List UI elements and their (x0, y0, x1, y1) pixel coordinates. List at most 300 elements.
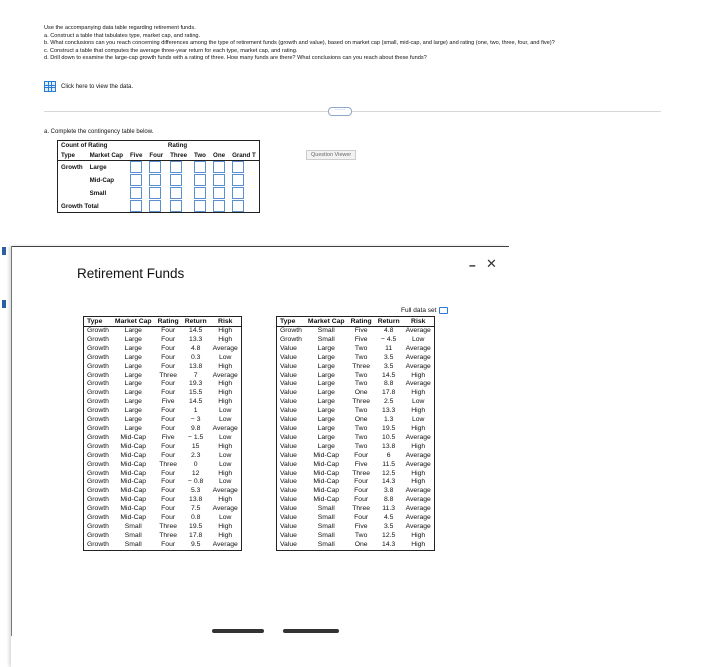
cell-market-cap: Mid-Cap (120, 460, 147, 468)
table-row (277, 541, 435, 550)
table-row (277, 345, 435, 354)
cell-market-cap: Small (317, 531, 335, 539)
cell-risk: Low (218, 353, 232, 361)
cell-rating: Three (159, 531, 178, 539)
full-data-set-label[interactable]: Full data set (401, 307, 437, 314)
total-input[interactable] (130, 200, 142, 212)
cell-market-cap: Mid-Cap (120, 505, 147, 513)
cell-risk: Average (212, 424, 238, 432)
count-input[interactable] (130, 161, 142, 173)
cell-return: 17.8 (189, 531, 203, 539)
cell-market-cap: Mid-Cap (120, 442, 147, 450)
cell-market-cap: Large (124, 371, 142, 379)
cell-risk: High (411, 371, 426, 379)
copy-icon[interactable] (439, 307, 448, 314)
cell-risk: Low (218, 460, 232, 468)
cell-return: 19.5 (189, 522, 203, 530)
full-data-set-link[interactable] (401, 307, 448, 314)
cell-return: 13.3 (189, 335, 203, 343)
cell-market-cap: Large (317, 433, 335, 441)
cell-rating: Four (161, 362, 176, 370)
cell-type: Growth (87, 505, 109, 513)
cell-rating: Four (161, 344, 176, 352)
cell-market-cap: Large (124, 344, 142, 352)
cell-market-cap: Mid-Cap (120, 514, 147, 522)
cell-type: Growth (87, 416, 109, 424)
count-input[interactable] (194, 187, 206, 199)
cell-market-cap: Large (317, 389, 335, 397)
cell-type: Growth (87, 442, 109, 450)
cell-market-cap: Small (124, 540, 142, 548)
count-input[interactable] (194, 161, 206, 173)
table-row (277, 505, 435, 514)
cell-risk: High (218, 442, 233, 450)
cell-risk: Average (405, 327, 431, 334)
cell-return: 2.3 (190, 451, 201, 459)
cell-return: 13.3 (382, 407, 396, 415)
cell-type: Growth (87, 335, 109, 343)
table-row (277, 389, 435, 398)
table-row (84, 380, 242, 389)
table-row (277, 461, 435, 470)
cell-rating: Two (354, 380, 368, 388)
cell-risk: High (218, 380, 233, 388)
cell-return: 1 (193, 407, 198, 415)
table-row (84, 363, 242, 372)
total-input[interactable] (194, 200, 206, 212)
cell-risk: Average (405, 353, 431, 361)
cell-risk: Average (212, 505, 238, 513)
cell-rating: Five (354, 335, 368, 343)
cell-rating: Two (354, 344, 368, 352)
table-row (277, 514, 435, 523)
cell-type: Value (280, 353, 297, 361)
cell-rating: Four (354, 514, 369, 522)
cell-rating: Three (352, 398, 371, 406)
section-divider (44, 111, 661, 112)
cell-return: 1.3 (383, 416, 394, 424)
cell-return: 9.5 (190, 540, 201, 548)
cell-type: Growth (87, 389, 109, 397)
col-type-header: Type (277, 317, 305, 327)
col-return-header: Return (182, 317, 210, 327)
panel-left-border (11, 246, 12, 636)
count-input[interactable] (130, 174, 142, 186)
cell-type: Value (280, 451, 297, 459)
data-table-right (276, 316, 435, 551)
cell-rating: Five (354, 522, 368, 530)
cell-risk: Average (405, 505, 431, 513)
grand-total-header: Grand T (229, 151, 260, 161)
cell-rating: One (354, 540, 368, 548)
table-row (277, 398, 435, 407)
cell-type: Value (280, 514, 297, 522)
count-input[interactable] (130, 187, 142, 199)
count-input[interactable] (170, 187, 182, 199)
total-input[interactable] (232, 200, 244, 212)
cell-risk: Low (218, 407, 232, 415)
cell-risk: High (411, 531, 426, 539)
table-row (84, 461, 242, 470)
cell-rating: Four (161, 505, 176, 513)
cell-return: 11 (385, 344, 393, 352)
cell-rating: Three (352, 505, 371, 513)
expand-dots-button[interactable]: ····· (328, 107, 352, 116)
cell-type: Growth (87, 522, 109, 530)
cell-market-cap: Large (124, 362, 142, 370)
cell-type: Growth (87, 460, 109, 468)
cell-type: Growth (87, 362, 109, 370)
cell-market-cap: Large (124, 407, 142, 415)
cell-type: Value (280, 433, 297, 441)
cell-type: Growth (87, 424, 109, 432)
cell-rating: Three (159, 371, 178, 379)
cell-market-cap: Mid-Cap (313, 469, 340, 477)
table-row (84, 514, 242, 523)
table-row (277, 363, 435, 372)
table-row (277, 434, 435, 443)
cell-rating: Five (354, 460, 368, 468)
cell-market-cap: Large (124, 335, 142, 343)
cell-rating: Four (161, 327, 176, 334)
cell-type: Value (280, 496, 297, 504)
cell-type: Growth (87, 540, 109, 548)
count-input[interactable] (213, 174, 225, 186)
table-row (84, 345, 242, 354)
cell-type: Value (280, 442, 297, 450)
table-row (277, 470, 435, 479)
close-icon[interactable]: ✕ (486, 256, 497, 271)
cell-risk: Average (212, 487, 238, 495)
cell-rating: Four (161, 380, 176, 388)
cell-type: Value (280, 380, 297, 388)
cell-market-cap: Small (317, 540, 335, 548)
cell-return: 3.5 (383, 362, 394, 370)
cell-risk: Low (411, 398, 425, 406)
cell-rating: Four (161, 407, 176, 415)
cell-type: Growth (87, 433, 109, 441)
instructions (44, 25, 684, 63)
count-input[interactable] (149, 187, 161, 199)
cap-midcap-label: Mid-Cap (89, 176, 115, 184)
count-input[interactable] (149, 174, 161, 186)
total-input[interactable] (232, 187, 244, 199)
cell-type: Growth (87, 487, 109, 495)
cell-risk: Low (218, 451, 232, 459)
cell-return: 14.3 (382, 478, 396, 486)
cell-type: Growth (87, 531, 109, 539)
total-input[interactable] (232, 174, 244, 186)
cell-rating: Three (159, 522, 178, 530)
table-row (84, 478, 242, 487)
cell-return: 3.8 (383, 487, 394, 495)
cell-rating: Two (354, 407, 368, 415)
cell-rating: Four (161, 424, 176, 432)
cell-risk: Low (218, 433, 232, 441)
cell-return: 11.3 (382, 505, 396, 513)
cell-type: Growth (87, 496, 109, 504)
cell-type: Value (280, 362, 297, 370)
cell-risk: Average (405, 487, 431, 495)
cell-return: 5.3 (190, 487, 201, 495)
cell-type: Growth (87, 353, 109, 361)
cell-type: Value (280, 371, 297, 379)
rating-four-header: Four (146, 151, 167, 161)
count-input[interactable] (194, 174, 206, 186)
table-row (277, 443, 435, 452)
cell-rating: Two (354, 353, 368, 361)
cell-market-cap: Large (317, 424, 335, 432)
cell-return: 14.5 (382, 371, 396, 379)
cell-market-cap: Large (124, 327, 142, 334)
cell-market-cap: Large (317, 380, 335, 388)
cell-rating: Four (161, 335, 176, 343)
panel-button-left[interactable] (212, 629, 264, 633)
cell-rating: Four (161, 442, 176, 450)
cell-return: 19.3 (189, 380, 203, 388)
cell-type: Growth (280, 335, 302, 343)
cell-type: Value (280, 531, 297, 539)
cell-return: 3.5 (383, 522, 394, 530)
cell-market-cap: Large (124, 389, 142, 397)
cell-market-cap: Large (124, 416, 142, 424)
cell-risk: Low (411, 416, 425, 424)
cell-type: Growth (87, 344, 109, 352)
table-row (277, 372, 435, 381)
cell-type: Value (280, 398, 297, 406)
rating-five-header: Five (127, 151, 146, 161)
instructions-part-b: b. What conclusions can you reach concerning differences among the type of retirement funds (growth and value), based on market cap (small, mid-cap, and large) and rating (one, two, three, four, and five)? (44, 40, 555, 47)
total-input[interactable] (232, 161, 244, 173)
cell-risk: Low (218, 416, 232, 424)
cell-rating: Two (354, 442, 368, 450)
table-row (84, 452, 242, 461)
edge-marker (2, 247, 6, 255)
type-growth-label: Growth (58, 161, 87, 174)
cell-market-cap: Small (317, 327, 335, 334)
cell-market-cap: Small (317, 522, 335, 530)
cell-market-cap: Mid-Cap (313, 478, 340, 486)
cell-return: 14.3 (382, 540, 396, 548)
cell-risk: Average (405, 514, 431, 522)
view-data-link[interactable] (44, 81, 133, 92)
count-input[interactable] (170, 174, 182, 186)
rating-two-header: Two (191, 151, 210, 161)
cell-market-cap: Large (317, 442, 335, 450)
cell-rating: Three (352, 362, 371, 370)
table-row (84, 327, 242, 336)
table-row (84, 523, 242, 532)
view-data-link-label[interactable]: Click here to view the data. (61, 83, 134, 90)
cell-type: Growth (87, 478, 109, 486)
cell-return: 13.8 (189, 496, 203, 504)
cell-risk: High (411, 407, 426, 415)
cell-rating: Four (161, 469, 176, 477)
cell-rating: Four (161, 540, 176, 548)
count-input[interactable] (170, 161, 182, 173)
cell-rating: Five (354, 327, 368, 334)
cell-risk: High (411, 540, 426, 548)
cell-rating: Four (161, 514, 176, 522)
cell-risk: Average (212, 540, 238, 548)
cell-type: Growth (280, 327, 302, 334)
count-input[interactable] (213, 161, 225, 173)
cell-risk: High (218, 469, 233, 477)
cell-risk: High (218, 531, 233, 539)
table-row (277, 478, 435, 487)
cell-risk: Low (218, 478, 232, 486)
cell-market-cap: Large (317, 353, 335, 361)
cell-risk: Average (405, 496, 431, 504)
cell-market-cap: Large (124, 380, 142, 388)
cell-risk: High (218, 327, 233, 334)
cell-risk: Low (411, 335, 425, 343)
cell-type: Growth (87, 469, 109, 477)
cell-return: 0.3 (190, 353, 201, 361)
cell-risk: Average (212, 371, 238, 379)
table-row (277, 327, 435, 336)
cell-market-cap: Mid-Cap (120, 478, 147, 486)
cell-return: 17.8 (382, 389, 396, 397)
cell-market-cap: Large (124, 398, 142, 406)
cell-market-cap: Large (317, 362, 335, 370)
cell-return: 13.8 (189, 362, 203, 370)
cell-rating: Two (354, 433, 368, 441)
table-row (84, 398, 242, 407)
cell-risk: Low (218, 514, 232, 522)
cap-large-label: Large (89, 163, 107, 171)
growth-total-label: Growth Total (58, 200, 127, 213)
cell-risk: High (218, 398, 233, 406)
cell-type: Value (280, 344, 297, 352)
corner-label: Count of Rating (58, 141, 127, 151)
cell-return: − 3 (190, 416, 201, 424)
table-row (84, 434, 242, 443)
cell-return: 15.5 (189, 389, 203, 397)
cell-type: Growth (87, 380, 109, 388)
count-input[interactable] (213, 187, 225, 199)
cell-return: 4.8 (190, 344, 201, 352)
cell-market-cap: Small (124, 531, 142, 539)
table-row (84, 372, 242, 381)
cell-rating: Four (354, 487, 369, 495)
col-rating-header: Rating (348, 317, 375, 327)
rating-three-header: Three (167, 151, 191, 161)
cell-type: Value (280, 487, 297, 495)
cell-risk: High (411, 469, 426, 477)
cell-rating: Three (159, 460, 178, 468)
edge-marker (2, 300, 6, 308)
cell-risk: Average (405, 451, 431, 459)
data-table-icon[interactable] (44, 81, 56, 92)
cell-market-cap: Mid-Cap (120, 487, 147, 495)
cell-type: Growth (87, 451, 109, 459)
cell-market-cap: Small (317, 514, 335, 522)
table-row (84, 354, 242, 363)
cell-market-cap: Small (317, 335, 335, 343)
cell-type: Growth (87, 407, 109, 415)
table-row (277, 416, 435, 425)
cell-rating: One (354, 416, 368, 424)
market-cap-header: Market Cap (86, 151, 126, 161)
cell-return: − 1.5 (188, 433, 204, 441)
table-row (277, 532, 435, 541)
panel-button-right[interactable] (283, 629, 339, 633)
panel-title: Retirement Funds (77, 266, 185, 281)
cell-rating: Four (161, 416, 176, 424)
total-input[interactable] (213, 200, 225, 212)
total-input[interactable] (170, 200, 182, 212)
cell-market-cap: Large (317, 416, 335, 424)
cell-risk: High (411, 442, 426, 450)
cell-risk: Average (405, 344, 431, 352)
cell-return: 4.5 (383, 514, 394, 522)
cell-return: 6 (386, 451, 391, 459)
table-row (277, 425, 435, 434)
cell-rating: Four (161, 478, 176, 486)
table-row (84, 425, 242, 434)
cell-return: 0 (193, 460, 198, 468)
count-input[interactable] (149, 161, 161, 173)
cell-rating: Five (161, 433, 175, 441)
cell-type: Value (280, 522, 297, 530)
cell-rating: Two (354, 424, 368, 432)
cell-risk: Average (212, 344, 238, 352)
cell-rating: Four (354, 478, 369, 486)
cell-rating: Four (354, 496, 369, 504)
cell-market-cap: Large (317, 407, 335, 415)
col-market-cap-header: Market Cap (305, 317, 348, 327)
cell-return: 9.8 (190, 424, 201, 432)
cell-return: 2.5 (383, 398, 394, 406)
data-table-left (83, 316, 242, 551)
table-row (84, 532, 242, 541)
cell-return: 14.5 (189, 398, 203, 406)
cell-risk: High (218, 335, 233, 343)
cell-return: 0.8 (190, 514, 201, 522)
cap-small-label: Small (89, 189, 107, 197)
cell-risk: Average (405, 522, 431, 530)
rating-one-header: One (210, 151, 229, 161)
cell-market-cap: Large (124, 353, 142, 361)
table-row (277, 354, 435, 363)
cell-risk: Average (405, 433, 431, 441)
cell-return: 3.5 (383, 353, 394, 361)
question-viewer-tooltip: Question Viewer (306, 150, 356, 160)
total-input[interactable] (149, 200, 161, 212)
cell-type: Value (280, 389, 297, 397)
cell-return: 4.8 (383, 327, 394, 334)
instructions-part-c: c. Construct a table that computes the average three-year return for each type, market cap, and rating. (44, 47, 298, 54)
cell-rating: Four (161, 389, 176, 397)
cell-rating: Four (161, 487, 176, 495)
table-row (84, 496, 242, 505)
cell-risk: High (218, 522, 233, 530)
cell-return: − 0.8 (188, 478, 204, 486)
table-row (84, 487, 242, 496)
cell-return: 12 (191, 469, 200, 477)
cell-rating: Four (161, 451, 176, 459)
cell-rating: Three (352, 469, 371, 477)
minimize-icon[interactable]: – (469, 258, 476, 272)
cell-type: Value (280, 540, 297, 548)
type-header: Type (58, 151, 87, 161)
cell-return: 7 (193, 371, 198, 379)
cell-return: 12.5 (382, 469, 396, 477)
cell-rating: One (354, 389, 368, 397)
cell-market-cap: Large (317, 344, 335, 352)
cell-market-cap: Mid-Cap (120, 451, 147, 459)
